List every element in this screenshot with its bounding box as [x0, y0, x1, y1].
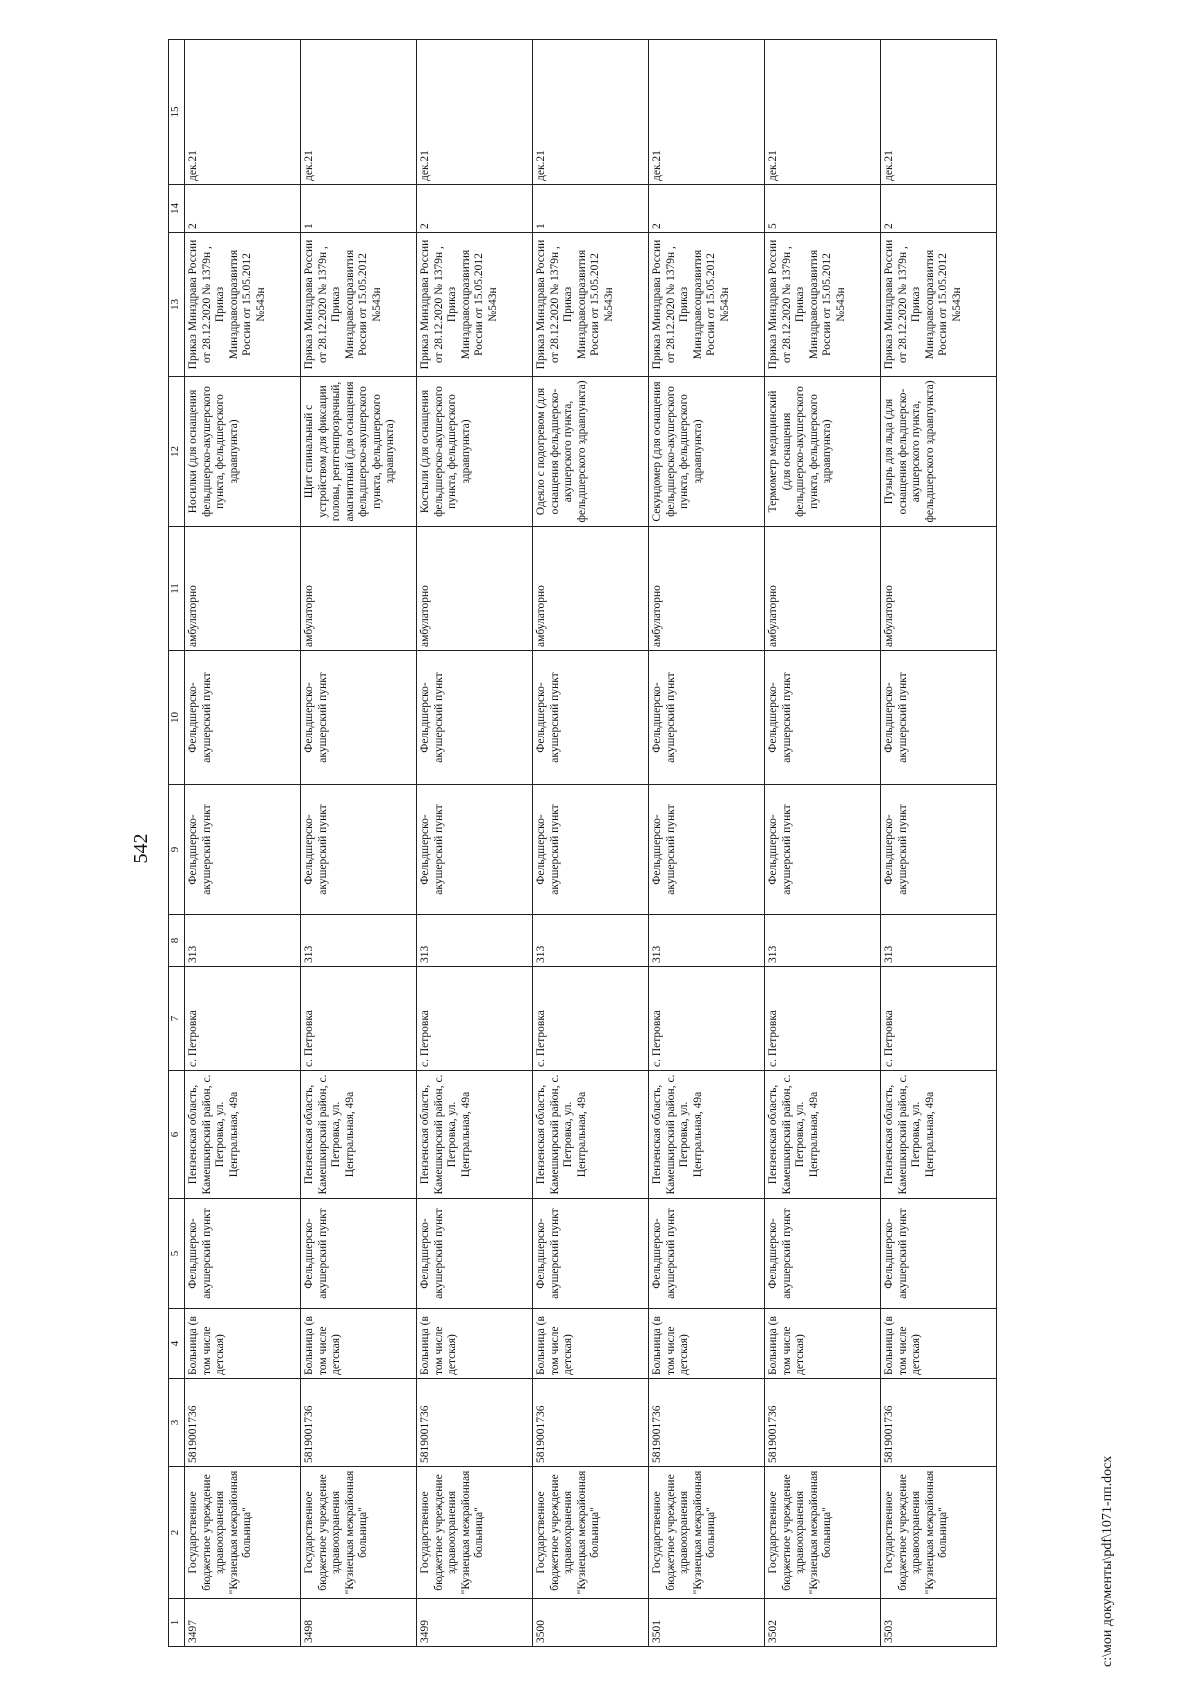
cell-address: Пензенская область, Камешкирский район, с. Петровка, ул. Центральная, 49а	[881, 1071, 997, 1199]
table-row	[301, 40, 417, 1647]
cell-quantity: 2	[185, 185, 301, 233]
cell-order: Приказ Минздрава России от 28.12.2020 № 1379н , Приказ Минздравсоцразвития России от 15.05.2012 №543н	[881, 233, 997, 377]
col-header: 15	[169, 40, 185, 185]
cell-equipment: Пузырь для льда (для оснащения фельдшерско-акушерского пункта, фельдшерского здравпункта)	[881, 377, 997, 527]
col-header: 4	[169, 1309, 185, 1379]
table-row	[765, 40, 881, 1647]
cell-division: Фельдшерско-акушерский пункт	[533, 785, 649, 915]
cell-code: 313	[649, 915, 765, 967]
footer-file-path: c:\мои документы\pdf\1071-пп.docx	[1100, 1455, 1115, 1667]
cell-number: 3501	[649, 1599, 765, 1647]
cell-locality: с. Петровка	[881, 967, 997, 1071]
cell-unit: Фельдшерско-акушерский пункт	[533, 1199, 649, 1309]
col-header: 11	[169, 527, 185, 651]
cell-inn: 5819001736	[417, 1379, 533, 1467]
table-row	[417, 40, 533, 1647]
cell-date: дек.21	[533, 40, 649, 185]
cell-facility-type: Больница (в том числе детская)	[881, 1309, 997, 1379]
cell-date: дек.21	[881, 40, 997, 185]
cell-code: 313	[765, 915, 881, 967]
table-header-row	[169, 40, 185, 1647]
cell-inn: 5819001736	[649, 1379, 765, 1467]
cell-division: Фельдшерско-акушерский пункт	[765, 785, 881, 915]
cell-locality: с. Петровка	[533, 967, 649, 1071]
cell-unit: Фельдшерско-акушерский пункт	[185, 1199, 301, 1309]
cell-care-mode: амбулаторно	[649, 527, 765, 651]
cell-equipment: Костыли (для оснащения фельдшерско-акушерского пункта, фельдшерского здравпункта)	[417, 377, 533, 527]
table-row	[881, 40, 997, 1647]
col-header: 10	[169, 651, 185, 785]
cell-care-mode: амбулаторно	[417, 527, 533, 651]
cell-number: 3503	[881, 1599, 997, 1647]
col-header: 9	[169, 785, 185, 915]
col-header: 7	[169, 967, 185, 1071]
cell-subdivision: Фельдшерско-акушерский пункт	[417, 651, 533, 785]
cell-care-mode: амбулаторно	[881, 527, 997, 651]
cell-order: Приказ Минздрава России от 28.12.2020 № 1379н , Приказ Минздравсоцразвития России от 15.05.2012 №543н	[765, 233, 881, 377]
page-number: 542	[130, 833, 152, 864]
table-row	[649, 40, 765, 1647]
cell-equipment: Щит спинальный с устройством для фиксации головы, рентгенпрозрачный, амагнитный (для оснащения фельдшерско-акушерского пункта, фельдшерского здравпункта)	[301, 377, 417, 527]
cell-care-mode: амбулаторно	[765, 527, 881, 651]
cell-unit: Фельдшерско-акушерский пункт	[765, 1199, 881, 1309]
cell-equipment: Одеяло с подогревом (для оснащения фельдшерско-акушерского пункта, фельдшерского здравпункта)	[533, 377, 649, 527]
cell-unit: Фельдшерско-акушерский пункт	[881, 1199, 997, 1309]
cell-equipment: Секундомер (для оснащения фельдшерско-акушерского пункта, фельдшерского здравпункта)	[649, 377, 765, 527]
col-header: 6	[169, 1071, 185, 1199]
cell-quantity: 1	[533, 185, 649, 233]
cell-facility-type: Больница (в том числе детская)	[417, 1309, 533, 1379]
col-header: 14	[169, 185, 185, 233]
cell-inn: 5819001736	[765, 1379, 881, 1467]
col-header: 2	[169, 1467, 185, 1599]
cell-organization: Государственное бюджетное учреждение здравоохранения "Кузнецкая межрайонная больница"	[533, 1467, 649, 1599]
cell-inn: 5819001736	[881, 1379, 997, 1467]
cell-division: Фельдшерско-акушерский пункт	[301, 785, 417, 915]
cell-order: Приказ Минздрава России от 28.12.2020 № 1379н , Приказ Минздравсоцразвития России от 15.05.2012 №543н	[533, 233, 649, 377]
cell-facility-type: Больница (в том числе детская)	[533, 1309, 649, 1379]
cell-locality: с. Петровка	[765, 967, 881, 1071]
cell-facility-type: Больница (в том числе детская)	[649, 1309, 765, 1379]
cell-code: 313	[881, 915, 997, 967]
cell-care-mode: амбулаторно	[185, 527, 301, 651]
cell-order: Приказ Минздрава России от 28.12.2020 № 1379н , Приказ Минздравсоцразвития России от 15.05.2012 №543н	[417, 233, 533, 377]
cell-locality: с. Петровка	[649, 967, 765, 1071]
cell-equipment: Носилки (для оснащения фельдшерско-акушерского пункта, фельдшерского здравпункта)	[185, 377, 301, 527]
cell-address: Пензенская область, Камешкирский район, с. Петровка, ул. Центральная, 49а	[765, 1071, 881, 1199]
cell-date: дек.21	[185, 40, 301, 185]
cell-division: Фельдшерско-акушерский пункт	[417, 785, 533, 915]
cell-facility-type: Больница (в том числе детская)	[765, 1309, 881, 1379]
cell-number: 3500	[533, 1599, 649, 1647]
cell-division: Фельдшерско-акушерский пункт	[649, 785, 765, 915]
cell-order: Приказ Минздрава России от 28.12.2020 № 1379н , Приказ Минздравсоцразвития России от 15.05.2012 №543н	[649, 233, 765, 377]
cell-address: Пензенская область, Камешкирский район, с. Петровка, ул. Центральная, 49а	[185, 1071, 301, 1199]
cell-division: Фельдшерско-акушерский пункт	[185, 785, 301, 915]
table-row	[185, 40, 301, 1647]
cell-subdivision: Фельдшерско-акушерский пункт	[765, 651, 881, 785]
cell-facility-type: Больница (в том числе детская)	[185, 1309, 301, 1379]
cell-inn: 5819001736	[185, 1379, 301, 1467]
cell-organization: Государственное бюджетное учреждение здравоохранения "Кузнецкая межрайонная больница"	[301, 1467, 417, 1599]
cell-quantity: 2	[881, 185, 997, 233]
cell-number: 3499	[417, 1599, 533, 1647]
cell-quantity: 5	[765, 185, 881, 233]
cell-organization: Государственное бюджетное учреждение здравоохранения "Кузнецкая межрайонная больница"	[185, 1467, 301, 1599]
cell-quantity: 1	[301, 185, 417, 233]
cell-address: Пензенская область, Камешкирский район, с. Петровка, ул. Центральная, 49а	[301, 1071, 417, 1199]
cell-organization: Государственное бюджетное учреждение здравоохранения "Кузнецкая межрайонная больница"	[649, 1467, 765, 1599]
cell-number: 3502	[765, 1599, 881, 1647]
cell-locality: с. Петровка	[417, 967, 533, 1071]
cell-code: 313	[533, 915, 649, 967]
col-header: 12	[169, 377, 185, 527]
cell-number: 3498	[301, 1599, 417, 1647]
cell-facility-type: Больница (в том числе детская)	[301, 1309, 417, 1379]
col-header: 1	[169, 1599, 185, 1647]
cell-code: 313	[417, 915, 533, 967]
cell-subdivision: Фельдшерско-акушерский пункт	[301, 651, 417, 785]
cell-date: дек.21	[649, 40, 765, 185]
registry-table	[168, 39, 997, 1647]
cell-order: Приказ Минздрава России от 28.12.2020 № 1379н , Приказ Минздравсоцразвития России от 15.05.2012 №543н	[301, 233, 417, 377]
cell-address: Пензенская область, Камешкирский район, с. Петровка, ул. Центральная, 49а	[649, 1071, 765, 1199]
cell-quantity: 2	[417, 185, 533, 233]
cell-date: дек.21	[417, 40, 533, 185]
cell-number: 3497	[185, 1599, 301, 1647]
cell-organization: Государственное бюджетное учреждение здравоохранения "Кузнецкая межрайонная больница"	[417, 1467, 533, 1599]
col-header: 5	[169, 1199, 185, 1309]
cell-address: Пензенская область, Камешкирский район, с. Петровка, ул. Центральная, 49а	[417, 1071, 533, 1199]
cell-quantity: 2	[649, 185, 765, 233]
cell-code: 313	[185, 915, 301, 967]
cell-locality: с. Петровка	[301, 967, 417, 1071]
cell-address: Пензенская область, Камешкирский район, с. Петровка, ул. Центральная, 49а	[533, 1071, 649, 1199]
cell-locality: с. Петровка	[185, 967, 301, 1071]
cell-care-mode: амбулаторно	[533, 527, 649, 651]
cell-inn: 5819001736	[301, 1379, 417, 1467]
col-header: 3	[169, 1379, 185, 1467]
cell-date: дек.21	[301, 40, 417, 185]
cell-subdivision: Фельдшерско-акушерский пункт	[533, 651, 649, 785]
cell-subdivision: Фельдшерско-акушерский пункт	[881, 651, 997, 785]
table-row	[533, 40, 649, 1647]
cell-subdivision: Фельдшерско-акушерский пункт	[649, 651, 765, 785]
cell-unit: Фельдшерско-акушерский пункт	[417, 1199, 533, 1309]
cell-subdivision: Фельдшерско-акушерский пункт	[185, 651, 301, 785]
cell-equipment: Термометр медицинский (для оснащения фельдшерско-акушерского пункта, фельдшерского здравпункта)	[765, 377, 881, 527]
cell-date: дек.21	[765, 40, 881, 185]
cell-organization: Государственное бюджетное учреждение здравоохранения "Кузнецкая межрайонная больница"	[881, 1467, 997, 1599]
cell-unit: Фельдшерско-акушерский пункт	[301, 1199, 417, 1309]
cell-care-mode: амбулаторно	[301, 527, 417, 651]
col-header: 13	[169, 233, 185, 377]
cell-organization: Государственное бюджетное учреждение здравоохранения "Кузнецкая межрайонная больница"	[765, 1467, 881, 1599]
cell-division: Фельдшерско-акушерский пункт	[881, 785, 997, 915]
cell-code: 313	[301, 915, 417, 967]
cell-inn: 5819001736	[533, 1379, 649, 1467]
cell-order: Приказ Минздрава России от 28.12.2020 № 1379н , Приказ Минздравсоцразвития России от 15.05.2012 №543н	[185, 233, 301, 377]
cell-unit: Фельдшерско-акушерский пункт	[649, 1199, 765, 1309]
col-header: 8	[169, 915, 185, 967]
